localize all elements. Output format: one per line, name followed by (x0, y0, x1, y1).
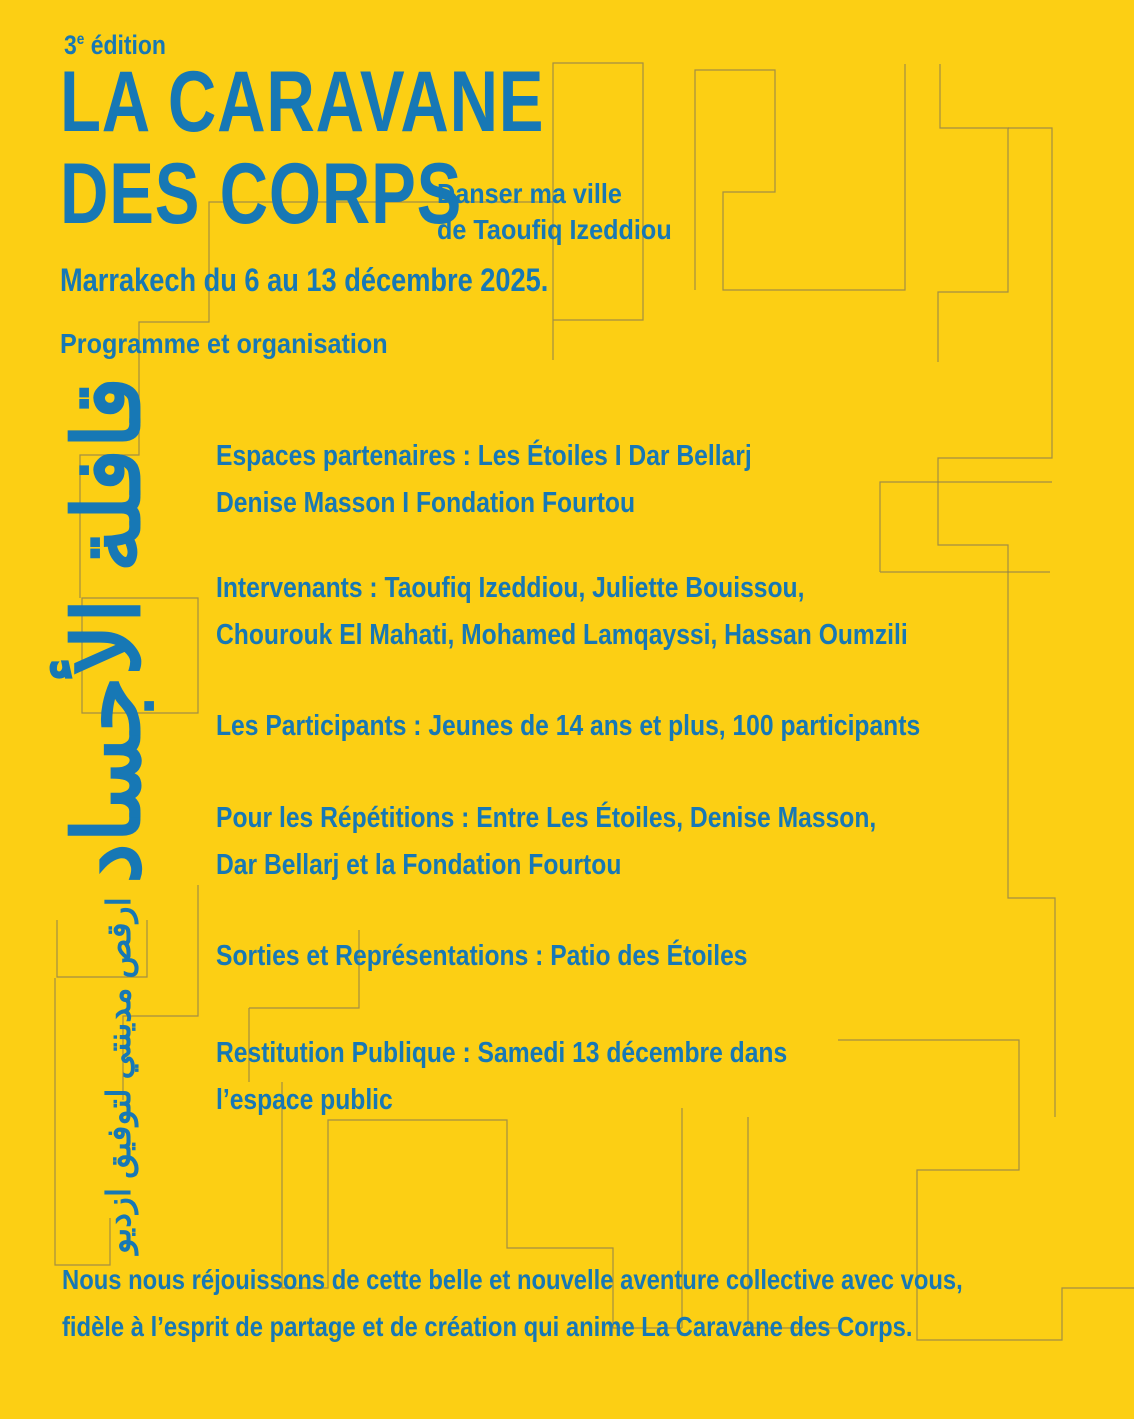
program-item-espaces-partenaires (216, 433, 752, 527)
location-dates: Marrakech du 6 au 13 décembre 2025. (60, 262, 549, 298)
program-item-line: Les Participants : Jeunes de 14 ans et plus, 100 participants (216, 710, 921, 742)
program-item-line: l’espace public (216, 1084, 393, 1116)
program-item-line: Pour les Répétitions : Entre Les Étoiles, Denise Masson, (216, 802, 877, 834)
section-label: Programme et organisation (60, 328, 388, 359)
edition-number: 3 (64, 30, 77, 60)
program-item-participants (216, 703, 920, 750)
program-item-sorties-representations (216, 933, 748, 980)
arabic-title-vertical: قافلة الأجساد (57, 376, 159, 884)
edition-ordinal-sup: e (76, 31, 85, 48)
poster-title-line2: DES CORPS (60, 146, 463, 242)
program-item-repetitions (216, 795, 876, 889)
program-item-line: Restitution Publique : Samedi 13 décembre dans (216, 1037, 788, 1069)
program-item-line: Denise Masson I Fondation Fourtou (216, 487, 636, 519)
arabic-subtitle-vertical: ارقص مدينتي لتوفيق ازديو (100, 897, 137, 1254)
program-item-line: Intervenants : Taoufiq Izeddiou, Juliette Bouissou, (216, 572, 805, 604)
subtitle-line2: de Taoufiq Izeddiou (437, 214, 672, 245)
program-item-line: Sorties et Représentations : Patio des Étoiles (216, 940, 748, 972)
program-item-line: Chourouk El Mahati, Mohamed Lamqayssi, Hassan Oumzili (216, 619, 908, 651)
poster-title-line1: LA CARAVANE (60, 54, 545, 150)
edition-word: édition (84, 30, 166, 60)
program-item-intervenants (216, 565, 908, 659)
closing-paragraph-line2: fidèle à l’esprit de partage et de création qui anime La Caravane des Corps. (62, 1311, 913, 1342)
closing-paragraph-line1: Nous nous réjouissons de cette belle et nouvelle aventure collective avec vous, (62, 1264, 963, 1295)
program-item-line: Dar Bellarj et la Fondation Fourtou (216, 849, 622, 881)
program-item-line: Espaces partenaires : Les Étoiles I Dar Bellarj (216, 440, 752, 472)
poster-subtitle (437, 176, 672, 248)
program-item-restitution-publique (216, 1030, 787, 1124)
subtitle-line1: Danser ma ville (437, 178, 622, 209)
closing-paragraph (62, 1256, 963, 1350)
